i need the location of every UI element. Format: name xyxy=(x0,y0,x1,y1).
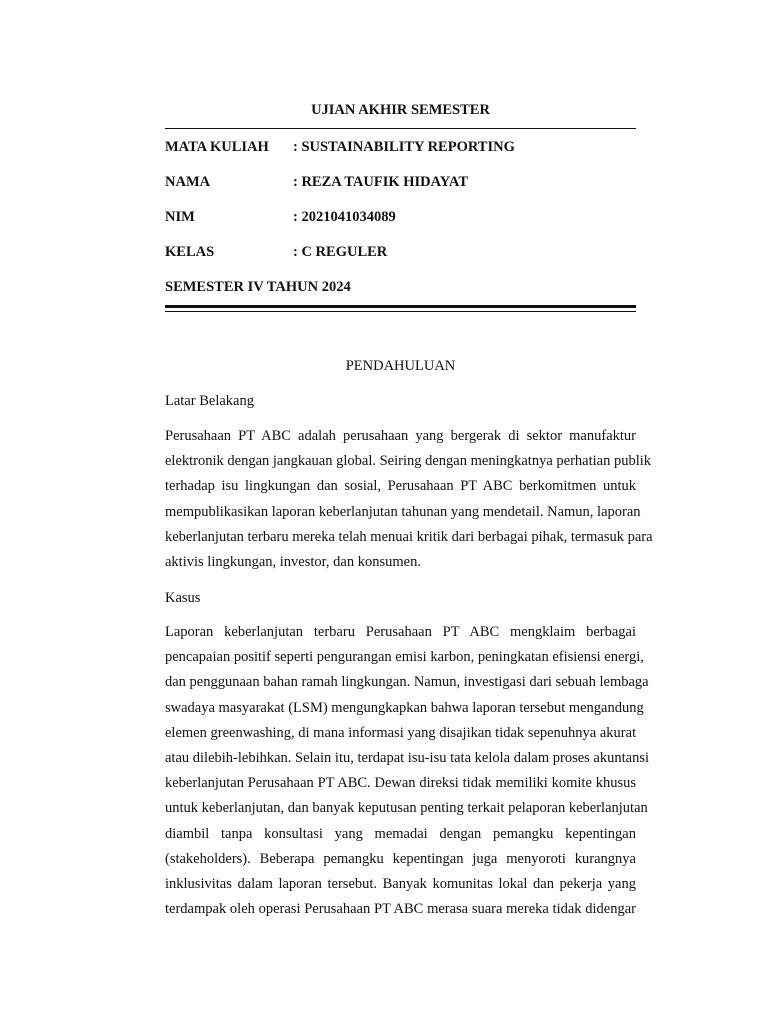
paragraph-line: terdampak oleh operasi Perusahaan PT ABC merasa suara mereka tidak didengar xyxy=(165,901,636,918)
paragraph-line: Laporan keberlanjutan terbaru Perusahaan PT ABC mengklaim berbagai xyxy=(165,624,636,640)
paragraph-line: elektronik dengan jangkauan global. Seiring dengan meningkatnya perhatian publik xyxy=(165,453,652,470)
paragraph-line: keberlanjutan Perusahaan PT ABC. Dewan direksi tidak memiliki komite khusus xyxy=(165,775,636,792)
paragraph-line: diambil tanpa konsultasi yang memadai dengan pemangku kepentingan xyxy=(165,825,636,842)
paragraph-line: Perusahaan PT ABC adalah perusahaan yang bergerak di sektor manufaktur xyxy=(165,428,636,444)
name-label: NAMA xyxy=(165,174,211,190)
paragraph-line: swadaya masyarakat (LSM) mengungkapkan bahwa laporan tersebut mengandung xyxy=(165,699,644,716)
paragraph-line: keberlanjutan terbaru mereka telah menuai kritik dari berbagai pihak, termasuk para xyxy=(165,528,653,545)
course-label: MATA KULIAH xyxy=(165,139,269,155)
case-paragraph xyxy=(165,620,650,922)
divider-thick-line xyxy=(165,305,636,308)
divider-thin-line xyxy=(165,311,636,312)
class-label: KELAS xyxy=(165,244,215,260)
paragraph-line: dan penggunaan bahan ramah lingkungan. Namun, investigasi dari sebuah lembaga xyxy=(165,674,649,691)
paragraph-line: untuk keberlanjutan, dan banyak keputusan penting terkait pelaporan keberlanjutan xyxy=(165,800,648,817)
section-heading: PENDAHULUAN xyxy=(345,358,456,374)
paragraph-line: elemen greenwashing, di mana informasi yang disajikan tidak sepenuhnya akurat xyxy=(165,724,637,741)
class-value: : C REGULER xyxy=(293,244,388,260)
background-heading: Latar Belakang xyxy=(165,393,254,409)
name-value: : REZA TAUFIK HIDAYAT xyxy=(293,174,468,190)
course-value: : SUSTAINABILITY REPORTING xyxy=(293,139,515,155)
nim-value: : 2021041034089 xyxy=(293,209,396,225)
paragraph-line: pencapaian positif seperti pengurangan emisi karbon, peningkatan efisiensi energi, xyxy=(165,649,644,666)
semester-line: SEMESTER IV TAHUN 2024 xyxy=(165,279,351,295)
info-row-course xyxy=(165,139,636,156)
title-divider xyxy=(165,128,636,129)
paragraph-line: terhadap isu lingkungan dan sosial, Perusahaan PT ABC berkomitmen untuk xyxy=(165,478,636,495)
info-row-name xyxy=(165,174,636,191)
paragraph-line: atau dilebih-lebihkan. Selain itu, terdapat isu-isu tata kelola dalam proses akuntansi xyxy=(165,749,650,766)
info-row-nim xyxy=(165,209,636,226)
background-paragraph xyxy=(165,424,653,575)
exam-title: UJIAN AKHIR SEMESTER xyxy=(311,102,490,118)
paragraph-line: mempublikasikan laporan keberlanjutan tahunan yang mendetail. Namun, laporan xyxy=(165,503,641,520)
info-row-class xyxy=(165,244,636,261)
paragraph-line: aktivis lingkungan, investor, dan konsumen. xyxy=(165,553,421,570)
paragraph-line: inklusivitas dalam laporan tersebut. Banyak komunitas lokal dan pekerja yang xyxy=(165,875,636,892)
case-heading: Kasus xyxy=(165,590,201,606)
nim-label: NIM xyxy=(165,209,195,225)
paragraph-line: (stakeholders). Beberapa pemangku kepentingan juga menyoroti kurangnya xyxy=(165,850,636,867)
header-double-divider xyxy=(165,305,636,312)
